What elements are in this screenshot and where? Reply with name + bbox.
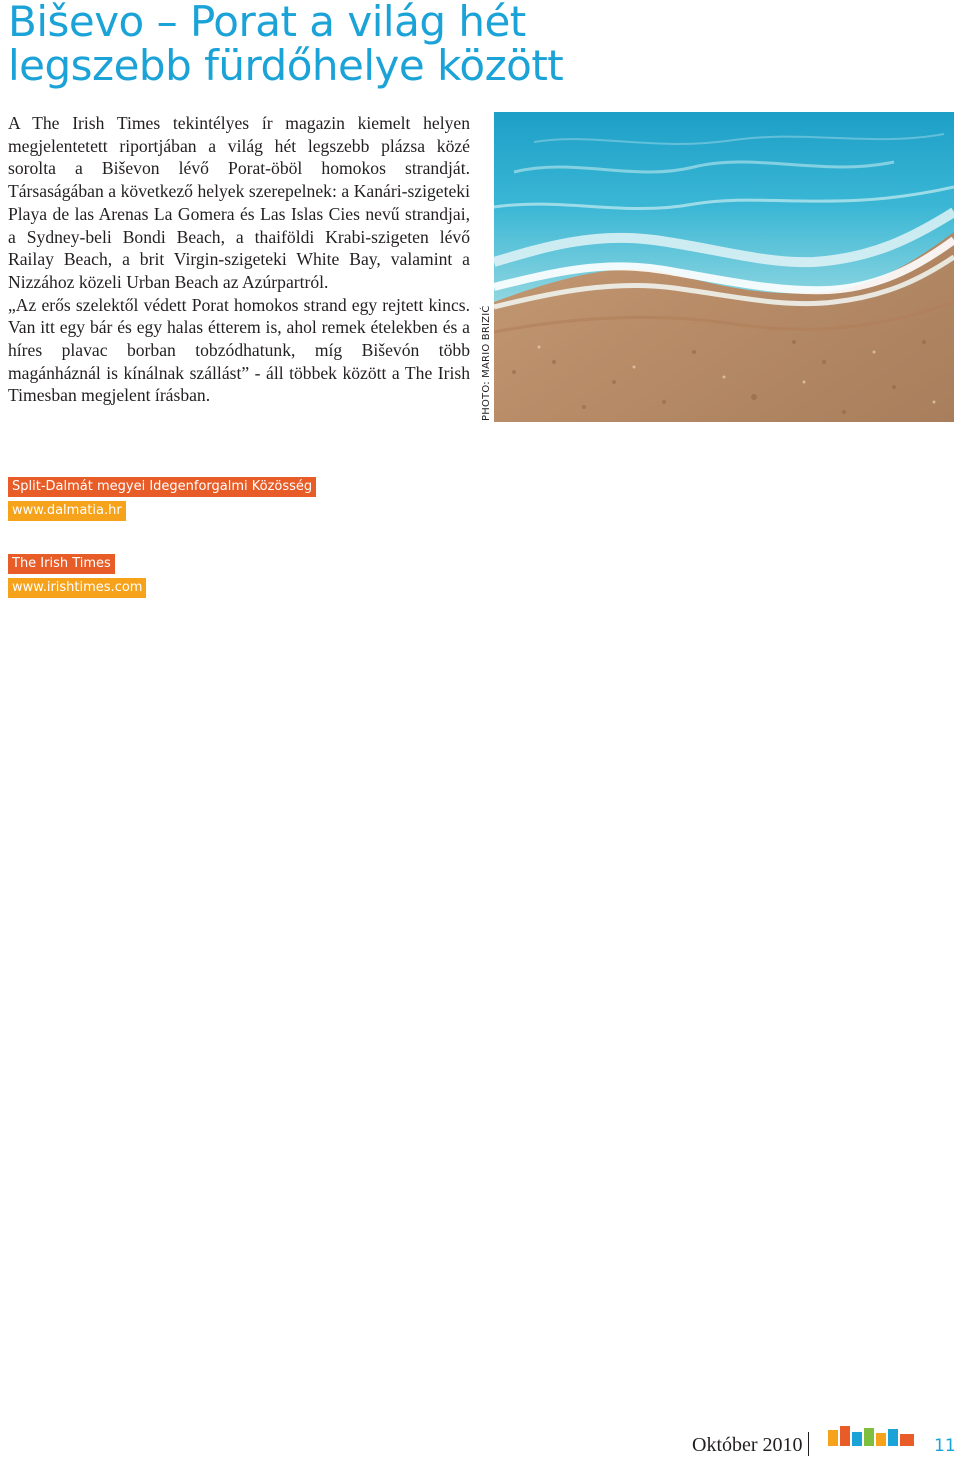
footer-divider — [808, 1432, 809, 1456]
source-label-irish-times: The Irish Times — [8, 554, 115, 574]
article-body — [8, 112, 470, 407]
source-link-irish-times[interactable]: www.irishtimes.com — [8, 578, 146, 598]
page-number: 11 — [934, 1436, 956, 1456]
article-paragraph: „Az erős szelektől védett Porat homokos strand egy rejtett kincs. Van itt egy bár és egy halas étterem is, ahol remek ételekben és a híres plavac borban tobzódhatunk, míg Biševón több magánháznál is kínálnak szállást” - áll többek között a The Irish Timesban megjelent írásban. — [8, 294, 470, 406]
photo-credit: PHOTO: MARIO BRIZIĆ — [481, 305, 492, 421]
article-title-line-2: legszebb fürdőhelye között — [8, 41, 564, 90]
source-link-dalmatia[interactable]: www.dalmatia.hr — [8, 501, 126, 521]
source-label-dalmatia: Split-Dalmát megyei Idegenforgalmi Közösség — [8, 477, 316, 497]
footer-date: Október 2010 — [692, 1434, 803, 1456]
article-title-line-1: Biševo – Porat a világ hét — [8, 0, 526, 46]
article-title — [8, 0, 908, 88]
beach-photo — [494, 112, 954, 422]
article-paragraph: A The Irish Times tekintélyes ír magazin kiemelt helyen megjelentetett riportjában a világ hét legszebb plázsa közé sorolta a Biševon lévő Porat-öböl homokos strandját. Társaságában a következő helyek szerepelnek: a Kanári-szigeteki Playa de las Arenas La Gomera és Las Islas Cies nevű strandjai, a Sydney-beli Bondi Beach, a thaiföldi Krabi-szigeten lévő Railay Beach, a brit Virgin-szigeteki White Bay, valamint a Nizzához közeli Urban Beach az Azúrpartról. — [8, 113, 470, 292]
magazine-logo-icon — [826, 1424, 918, 1448]
beach-photo-image — [494, 112, 954, 422]
